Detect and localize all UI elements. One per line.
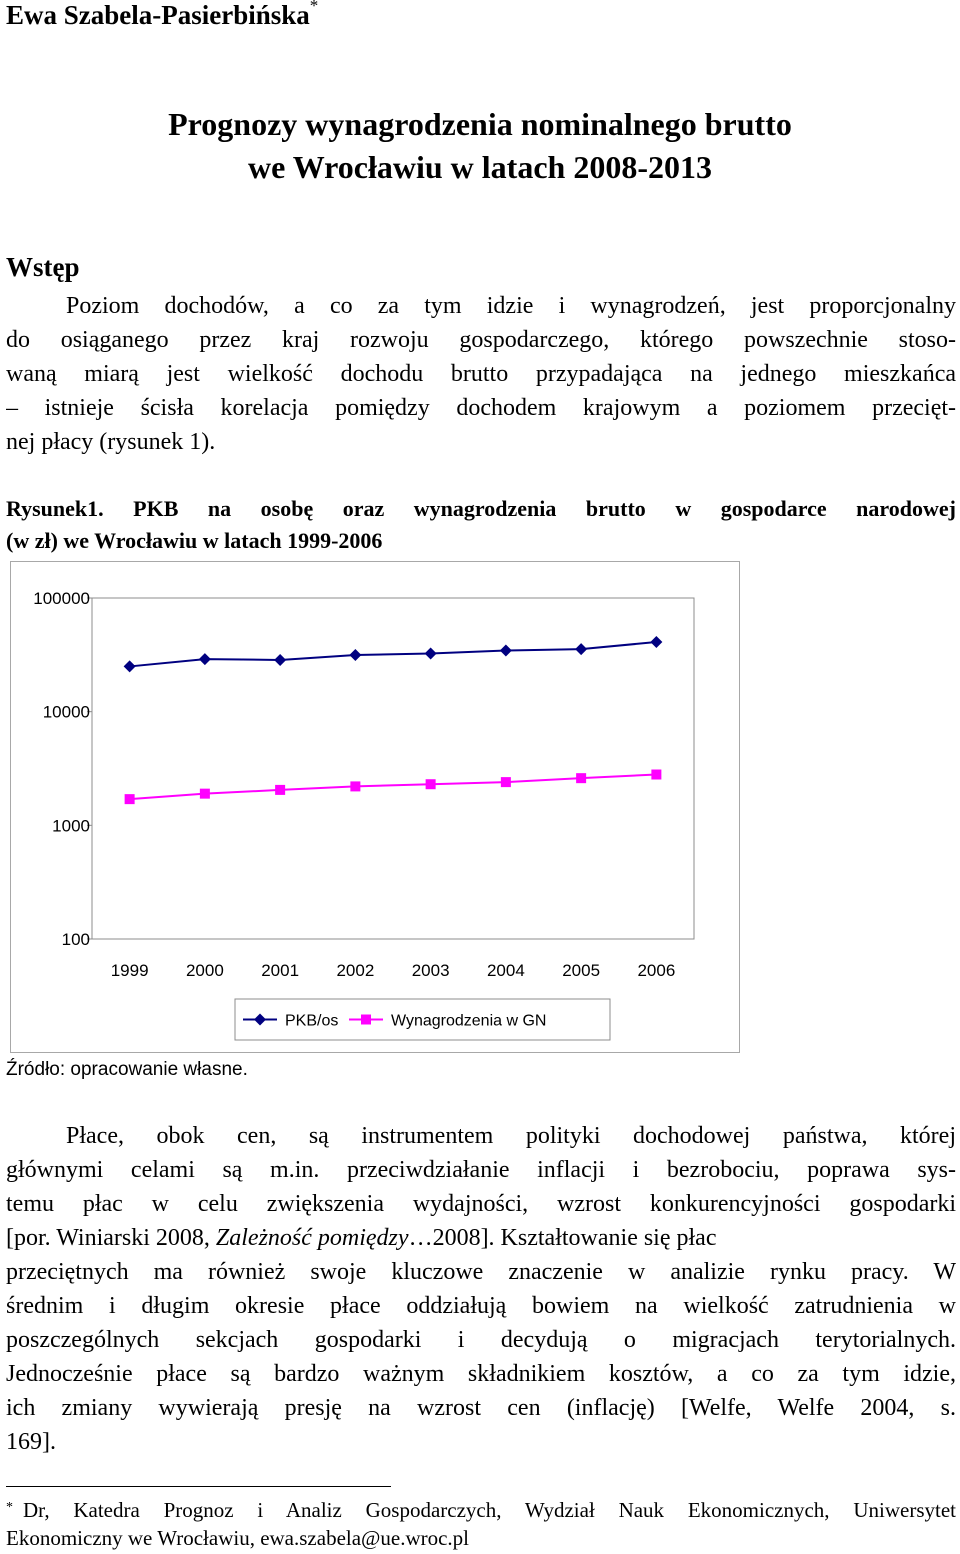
data-point-square — [576, 773, 586, 783]
body-line: głównymi celami są m.in. przeciwdziałanie inflacji i bezrobociu, poprawa sys- — [6, 1157, 956, 1183]
y-tick-label: 100000 — [33, 589, 90, 608]
citation-post: …2008]. Kształtowanie się płac — [408, 1225, 717, 1251]
body-line: Jednocześnie płace są bardzo ważnym składnikiem kosztów, a co za tym idzie, — [6, 1361, 956, 1387]
author-footnote-mark: * — [309, 0, 319, 15]
data-point-diamond — [575, 643, 587, 655]
legend-marker-square — [361, 1015, 371, 1025]
citation-pre: [por. Winiarski 2008, — [6, 1225, 216, 1251]
intro-line: nej płacy (rysunek 1). — [6, 429, 216, 455]
figure-caption-line-1: Rysunek1. PKB na osobę oraz wynagrodzenia brutto w gospodarce narodowej — [6, 496, 956, 521]
x-tick-label: 2002 — [336, 961, 375, 980]
data-point-diamond — [425, 647, 437, 659]
y-tick-label: 1000 — [52, 816, 90, 836]
plot-area — [92, 598, 694, 939]
footnote-line-1-text: Dr, Katedra Prognoz i Analiz Gospodarczych, Wydział Nauk Ekonomicznych, Uniwersytet — [23, 1498, 956, 1522]
figure-caption — [6, 493, 956, 557]
data-point-diamond — [349, 649, 361, 661]
citation-text — [6, 1221, 716, 1255]
legend-label: PKB/os — [285, 1012, 339, 1030]
legend-label: Wynagrodzenia w GN — [391, 1012, 547, 1030]
x-tick-label: 2006 — [637, 961, 676, 980]
data-point-square — [426, 779, 436, 789]
footnote-divider — [6, 1486, 391, 1487]
chart-svg — [11, 562, 739, 1052]
intro-paragraph — [6, 289, 956, 459]
data-point-diamond — [199, 653, 211, 665]
chart-frame — [10, 561, 740, 1053]
title-line-2: we Wrocławiu w latach 2008-2013 — [248, 149, 712, 185]
citation-italic: Zależność pomiędzy — [215, 1225, 409, 1251]
x-tick-label: 2000 — [185, 961, 224, 980]
body-line: przeciętnych ma również swoje kluczowe znaczenie w analizie rynku pracy. W — [6, 1259, 956, 1285]
data-point-square — [125, 794, 135, 804]
body-paragraph — [6, 1119, 956, 1459]
series-line — [130, 642, 657, 666]
body-line: 169]. — [6, 1429, 56, 1455]
x-tick-label: 1999 — [110, 961, 149, 980]
footnote-line-2: Ekonomiczny we Wrocławiu, ewa.szabela@ue.wroc.pl — [6, 1526, 470, 1550]
data-point-square — [350, 781, 360, 791]
footnote-line-1 — [6, 1496, 956, 1524]
y-tick-label: 10000 — [42, 702, 90, 722]
data-point-diamond — [500, 645, 512, 657]
body-line-citation — [6, 1221, 956, 1255]
data-point-square — [501, 777, 511, 787]
body-line: Płace, obok cen, są instrumentem polityki dochodowej państwa, której — [66, 1123, 956, 1149]
intro-line: – istnieje ścisła korelacja pomiędzy dochodem krajowym a poziomem przecięt- — [6, 395, 956, 421]
data-point-square — [275, 785, 285, 795]
body-line: ich zmiany wywierają presję na wzrost cen (inflację) [Welfe, Welfe 2004, s. — [6, 1395, 956, 1421]
x-tick-label: 2003 — [411, 961, 450, 980]
data-point-square — [200, 789, 210, 799]
data-point-diamond — [650, 636, 662, 648]
data-point-diamond — [124, 660, 136, 672]
figure-caption-line-2: (w zł) we Wrocławiu w latach 1999-2006 — [6, 528, 383, 553]
figure-source: Źródło: opracowanie własne. — [6, 1059, 248, 1080]
body-line: poszczególnych sekcjach gospodarki i decydują o migracjach terytorialnych. — [6, 1327, 956, 1353]
x-tick-label: 2005 — [562, 961, 601, 980]
intro-line: waną miarą jest wielkość dochodu brutto przypadająca na jednego mieszkańca — [6, 361, 956, 387]
footnote-mark: * — [6, 1500, 13, 1515]
section-heading: Wstęp — [6, 252, 80, 282]
author-name — [6, 0, 318, 31]
x-tick-label: 2001 — [261, 961, 300, 980]
x-tick-label: 2004 — [486, 961, 525, 980]
intro-line: Poziom dochodów, a co za tym idzie i wynagrodzeń, jest proporcjonalny — [66, 293, 956, 319]
author-name-text: Ewa Szabela-Pasierbińska — [6, 0, 310, 30]
data-point-diamond — [274, 654, 286, 666]
body-line: temu płac w celu zwiększenia wydajności, wzrost konkurencyjności gospodarki — [6, 1191, 956, 1217]
footnote — [6, 1496, 956, 1552]
title-line-1: Prognozy wynagrodzenia nominalnego brutto — [168, 106, 792, 142]
data-point-square — [651, 770, 661, 780]
body-line: średnim i długim okresie płace oddziałują bowiem na wielkość zatrudnienia w — [6, 1293, 956, 1319]
y-tick-label: 100 — [61, 930, 90, 949]
intro-line: do osiąganego przez kraj rozwoju gospodarczego, którego powszechnie stoso- — [6, 327, 956, 353]
